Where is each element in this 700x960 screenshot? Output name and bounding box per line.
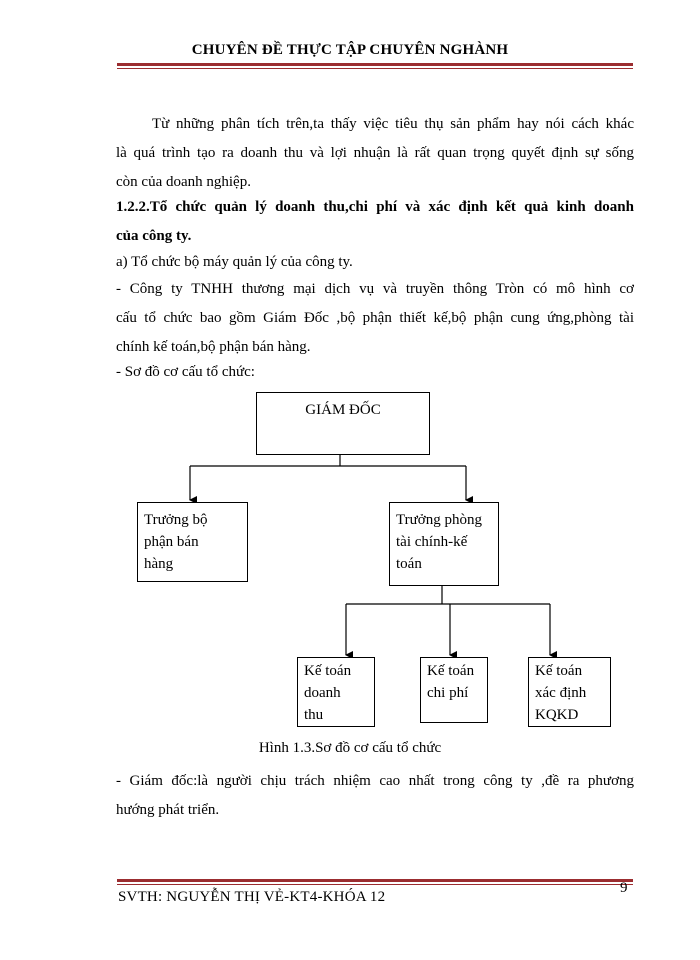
footer-rule-thick [117,879,633,882]
cost-acct-box [420,657,488,723]
page-number: 9 [620,880,628,896]
subsection-a-text: a) Tổ chức bộ máy quản lý của công ty. [116,254,353,270]
company-line: chính kế toán,bộ phận bán hàng. [116,339,311,355]
director-box [256,392,430,455]
director-label: GIÁM ĐỐC [305,402,381,418]
footer-rule-thin [117,884,633,885]
result-acct-box [528,657,611,727]
intro-line: Từ những phân tích trên,ta thấy việc tiêu thụ sản phẩm hay nói cách khác [152,116,634,132]
finance-head-box [389,502,499,586]
revenue-acct-box [297,657,375,727]
footer-author: SVTH: NGUYỄN THỊ VẺ-KT4-KHÓA 12 [118,889,386,905]
company-line: cấu tổ chức bao gồm Giám Đốc ,bộ phận thiết kế,bộ phận cung ứng,phòng tài [116,310,634,326]
figure-caption: Hình 1.3.Sơ đồ cơ cấu tổ chức [258,740,442,756]
revenue-acct-label: Kế toán doanh thu [304,663,352,723]
chart-intro-text: - Sơ đồ cơ cấu tổ chức: [116,364,255,380]
result-acct-label: Kế toán xác định KQKD [535,663,587,723]
intro-line: là quá trình tạo ra doanh thu và lợi nhuận là rất quan trọng quyết định sự sống [116,145,634,161]
sales-head-label: Trưởng bộ phận bán hàng [144,512,208,572]
page-header-title: CHUYÊN ĐỀ THỰC TẬP CHUYÊN NGHÀNH [191,42,509,58]
intro-line: còn của doanh nghiệp. [116,174,251,190]
director-desc-line: - Giám đốc:là người chịu trách nhiệm cao nhất trong công ty ,đề ra phương [116,773,634,789]
company-line: - Công ty TNHH thương mại dịch vụ và truyền thông Tròn có mô hình cơ [116,281,634,297]
director-description [116,767,634,825]
cost-acct-label: Kế toán chi phí [427,663,475,701]
section-heading-line: 1.2.2.Tổ chức quản lý doanh thu,chi phí và xác định kết quả kinh doanh [116,199,634,215]
director-desc-line: hướng phát triển. [116,802,220,818]
finance-head-label: Trưởng phòng tài chính-kế toán [396,512,482,572]
section-heading-line: của công ty. [116,228,192,244]
sales-head-box [137,502,248,582]
